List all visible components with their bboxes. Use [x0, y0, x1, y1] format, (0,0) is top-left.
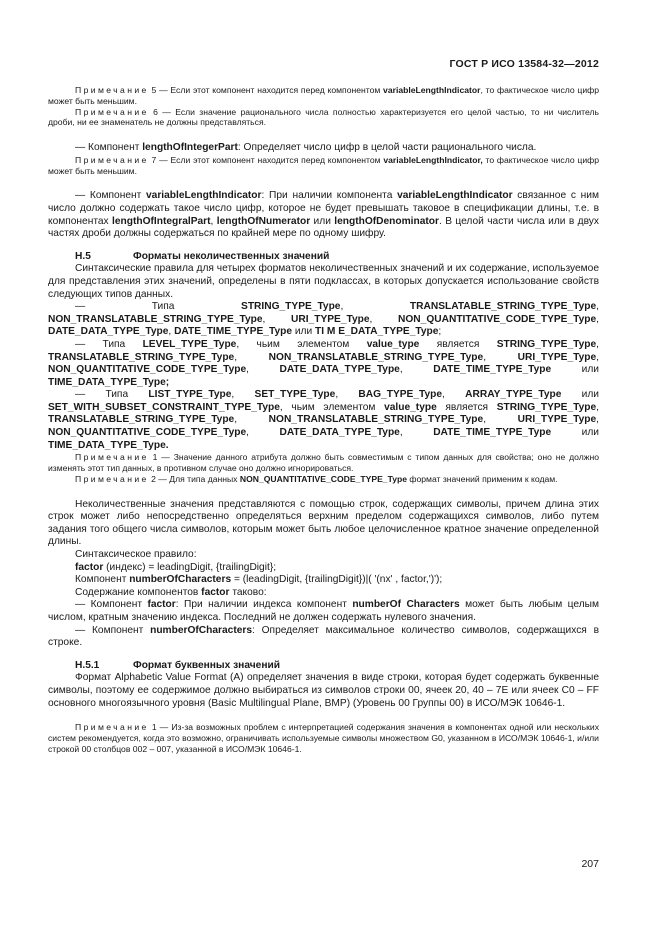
body-paragraph: — Компонент lengthOfIntegerPart: Определяет число цифр в целой части рационального числа.	[75, 142, 537, 154]
section-heading	[48, 660, 599, 673]
note-paragraph: Примечание 5 — Если этот компонент находится перед компонентом variableLengthIndicator, то фактическое число цифр может быть меньшим.	[48, 85, 599, 106]
note-paragraph: Примечание 7 — Если этот компонент находится перед компонентом variableLengthIndicator, то фактическое число цифр может быть меньшим.	[48, 154, 599, 176]
document-body	[48, 85, 599, 755]
section-title: Форматы неколичественных значений	[133, 250, 330, 262]
body-paragraph: Синтаксическое правило:	[75, 549, 197, 561]
note-paragraph: Примечание 1 — Из-за возможных проблем с интерпретацией содержания значения в компонентах одной или нескольких систем рекомендуется, когда это возможно, ограничивать используемые символы множеством G0, указанном в ИСО/МЭК 10646-1, и/или строкой 00 столбцов 002 – 007, указанной в ИСО/МЭК 10646-1.	[48, 722, 599, 754]
body-paragraph: — Компонент numberOfCharacters: Определяет максимальное количество символов, содержащихся в строке.	[48, 624, 599, 649]
body-paragraph: — Типа LEVEL_TYPE_Type, чьим элементом value_type является STRING_TYPE_Type, TRANSLATABLE_STRING_TYPE_Type, NON_TRANSLATABLE_STRING_TYPE_Type, URI_TYPE_Type, NON_QUANTITATIVE_CODE_TYPE_Type, DATE_DATA_TYPE_Type, DATE_TIME_TYPE_Type или TIME_DATA_TYPE_Type;	[48, 338, 600, 388]
body-paragraph: — Типа LIST_TYPE_Type, SET_TYPE_Type, BAG_TYPE_Type, ARRAY_TYPE_Type или SET_WITH_SUBSET_CONSTRAINT_TYPE_Type, чьим элементом value_type является STRING_TYPE_Type, TRANSLATABLE_STRING_TYPE_Type, NON_TRANSLATABLE_STRING_TYPE_Type, URI_TYPE_Type, NON_QUANTITATIVE_CODE_TYPE_Type, DATE_DATA_TYPE_Type, DATE_TIME_TYPE_Type или TIME_DATA_TYPE_Type.	[48, 389, 599, 451]
body-paragraph: factor (индекс) = leadingDigit, {trailingDigit};	[75, 561, 277, 573]
page-number: 207	[581, 858, 599, 870]
body-paragraph: — Компонент factor: При наличии индекса компонент numberOf Characters может быть любым целым числом, кратным значению индекса. Последний не должен содержать нулевого значения.	[48, 599, 599, 623]
section-heading	[48, 251, 599, 264]
body-paragraph: Неколичественные значения представляются с помощью строк, содержащих символы, причем длина этих строк может либо непосредственно определяться верхним пределом содержащихся символов, либо путем задания того общего числа символов, которым может быть любое целочисленное кратное значение определенной длины.	[48, 498, 599, 548]
note-paragraph: Примечание 2 — Для типа данных NON_QUANTITATIVE_CODE_TYPE_Type формат значений применим к кодам.	[75, 473, 558, 484]
body-paragraph: — Компонент variableLengthIndicator: При наличии компонента variableLengthIndicator связанное с ним число должно содержать такое число цифр, которое не будет превышать таковое в спецификации длины, т.е. в компонентах lengthOfIntegralPart, lengthOfNumerator или lengthOfDenominator. В целой части числа или в двух частях дроби должны содержаться по крайней мере по одному шифру.	[48, 190, 599, 240]
section-number: H.5	[75, 250, 91, 262]
body-paragraph: — Типа STRING_TYPE_Type, TRANSLATABLE_STRING_TYPE_Type, NON_TRANSLATABLE_STRING_TYPE_Type, URI_TYPE_Type, NON_QUANTITATIVE_CODE_TYPE_Type, DATE_DATA_TYPE_Type, DATE_TIME_TYPE_Type или TI M E_DATA_TYPE_Type;	[48, 301, 599, 338]
section-title: Формат буквенных значений	[133, 659, 281, 671]
note-paragraph: Примечание 6 — Если значение рационального числа полностью характеризуется его целой частью, то ни числитель дроби, ни ее знаменатель не должны представляться.	[48, 106, 599, 128]
document-header: ГОСТ Р ИСО 13584-32—2012	[449, 58, 599, 70]
body-paragraph: Формат Alphabetic Value Format (A) определяет значения в виде строки, которая будет содержать буквенные символы, поэтому ее содержимое должно выбираться из символов строки 00, ячеек 20, 40 – 7E или ячеек C0 – FF основного многоязычного уровня (Basic Multilingual Plane, BMP) (Уровень 00 Группы 00) в ИСО/МЭК 10646-1.	[48, 672, 599, 709]
body-paragraph: Компонент numberOfCharacters = (leadingDigit, {trailingDigit})|( '(nx' , factor,')');	[75, 574, 443, 586]
body-paragraph: Содержание компонентов factor таково:	[75, 586, 267, 598]
section-number: H.5.1	[75, 659, 100, 671]
body-paragraph: Синтаксические правила для четырех форматов неколичественных значений и их содержание, используемое для представления этих значений, определены в пяти подклассах, в которых допускается использование свойств следующих типов данных.	[48, 263, 599, 300]
note-paragraph: Примечание 1 — Значение данного атрибута должно быть совместимым с типом данных для свойства; оно не должно изменять этот тип данных, в противном случае оно должно игнорироваться.	[48, 452, 599, 474]
